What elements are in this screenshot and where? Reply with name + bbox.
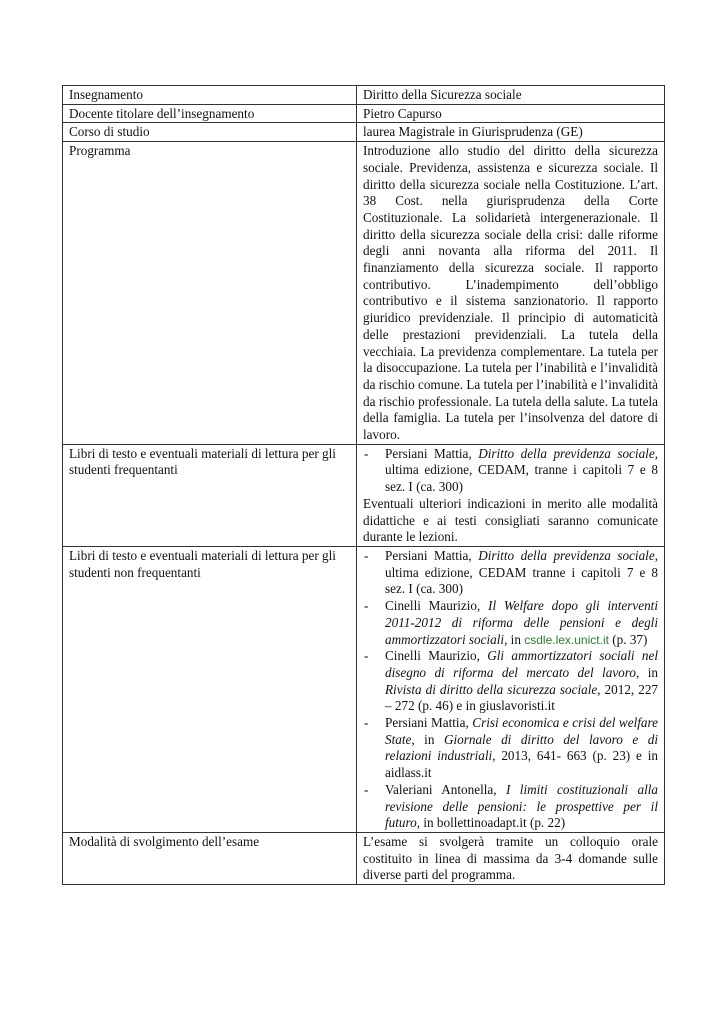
programma-text: Introduzione allo studio del diritto della sicurezza sociale. Previdenza, assistenza e sicurezza sociale. Il diritto della sicurezza sociale nella Costituzione. L’art. 38 Cost. nella giurisprudenza della Corte Costituzionale. La solidarietà intergenerazionale. Il diritto della sicurezza sociale della crisi: dalle riforme degli anni novanta alla riforma del 2011. Il finanziamento della sicurezza sociale. Il rapporto contributivo. L’inadempimento dell’obbligo contributivo e il sistema sanzionatorio. Il rapporto giuridico previdenziale. Il principio di automaticità delle prestazioni previdenziali. La tutela della vecchiaia. La previdenza complementare. La tutela per la disoccupazione. La tutela per l’inabilità e l’invalidità da rischio comune. La tutela per l’inabilità e l’invalidità da rischio professionale. La tutela della salute. La tutela della famiglia. La tutela per l’insolvenza del datore di lavoro. (357, 142, 665, 445)
table-row-non-frequentanti (63, 546, 665, 832)
value-cell: laurea Magistrale in Giurisprudenza (GE) (357, 123, 665, 142)
label-cell: Programma (63, 142, 357, 445)
ref-author: Valeriani Antonella, (385, 781, 506, 797)
ref-author: Persiani Mattia, (385, 547, 479, 563)
table-row-programma (63, 142, 665, 445)
ref-details: (p. 37) (608, 631, 648, 647)
label-cell: Insegnamento (63, 86, 357, 105)
ref-connector: , in (504, 631, 525, 647)
ref-author: Cinelli Maurizio, (385, 648, 488, 664)
list-item (363, 715, 658, 782)
ref-title: I limiti costituzionali alla revisione delle pensioni: le prospettive per il futuro (385, 781, 659, 831)
table-row-frequentanti (63, 444, 665, 546)
ref-connector: , in (411, 731, 444, 747)
label-cell: Modalità di svolgimento dell’esame (63, 832, 357, 884)
ref-details: , 2012, 227 – 272 (p. 46) e in giuslavoristi.it (385, 681, 659, 714)
esame-text: L’esame si svolgerà tramite un colloquio orale costituito in linea di massima da 3-4 domande sulle diverse parti del programma. (357, 832, 665, 884)
reference-list (363, 548, 658, 832)
table-row-docente (63, 104, 665, 123)
ref-title: Crisi economica e crisi del welfare State (385, 715, 658, 747)
value-cell (357, 546, 665, 832)
ref-title: Diritto della previdenza sociale (478, 445, 655, 461)
ref-website: csdle.lex.unict.it (524, 632, 609, 647)
list-item (363, 782, 658, 832)
reference-list (363, 446, 658, 496)
label-cell: Corso di studio (63, 123, 357, 142)
ref-title: Gli ammortizzatori sociali nel disegno di riforma del mercato del lavoro (385, 648, 658, 680)
label-cell: Libri di testo e eventuali materiali di lettura per gli studenti frequentanti (63, 444, 357, 546)
value-cell: Diritto della Sicurezza sociale (357, 86, 665, 105)
ref-author: Persiani Mattia, (385, 445, 479, 461)
ref-journal: Rivista di diritto della sicurezza sociale (385, 681, 598, 697)
list-item (363, 548, 658, 598)
value-cell (357, 444, 665, 546)
value-cell: Pietro Capurso (357, 104, 665, 123)
list-item (363, 446, 658, 496)
frequentanti-note: Eventuali ulteriori indicazioni in merito alle modalità didattiche e ai testi consigliati saranno comunicate durante le lezioni. (363, 495, 658, 545)
course-info-table (62, 85, 665, 885)
ref-details: , 2013, 641- 663 (p. 23) e in aidlass.it (385, 748, 658, 781)
ref-details: , ultima edizione, CEDAM, tranne i capitoli 7 e 8 sez. I (ca. 300) (385, 445, 658, 495)
table-row-esame (63, 832, 665, 884)
table-row-insegnamento (63, 86, 665, 105)
ref-connector: , in (636, 664, 658, 680)
list-item (363, 648, 658, 715)
ref-author: Persiani Mattia, (385, 715, 473, 731)
ref-title: Il Welfare dopo gli interventi 2011-2012 di riforma delle pensioni e degli ammortizzatori sociali (385, 598, 658, 647)
ref-author: Cinelli Maurizio, (385, 598, 489, 614)
table-row-corso (63, 123, 665, 142)
label-cell: Libri di testo e eventuali materiali di lettura per gli studenti non frequentanti (63, 546, 357, 832)
ref-journal: Giornale di diritto del lavoro e di relazioni industriali (385, 731, 659, 764)
ref-title: Diritto della previdenza sociale (478, 547, 655, 563)
label-cell: Docente titolare dell’insegnamento (63, 104, 357, 123)
ref-details: , in bollettinoadapt.it (p. 22) (416, 815, 566, 831)
list-item (363, 598, 658, 648)
ref-details: , ultima edizione, CEDAM tranne i capitoli 7 e 8 sez. I (ca. 300) (385, 547, 658, 597)
